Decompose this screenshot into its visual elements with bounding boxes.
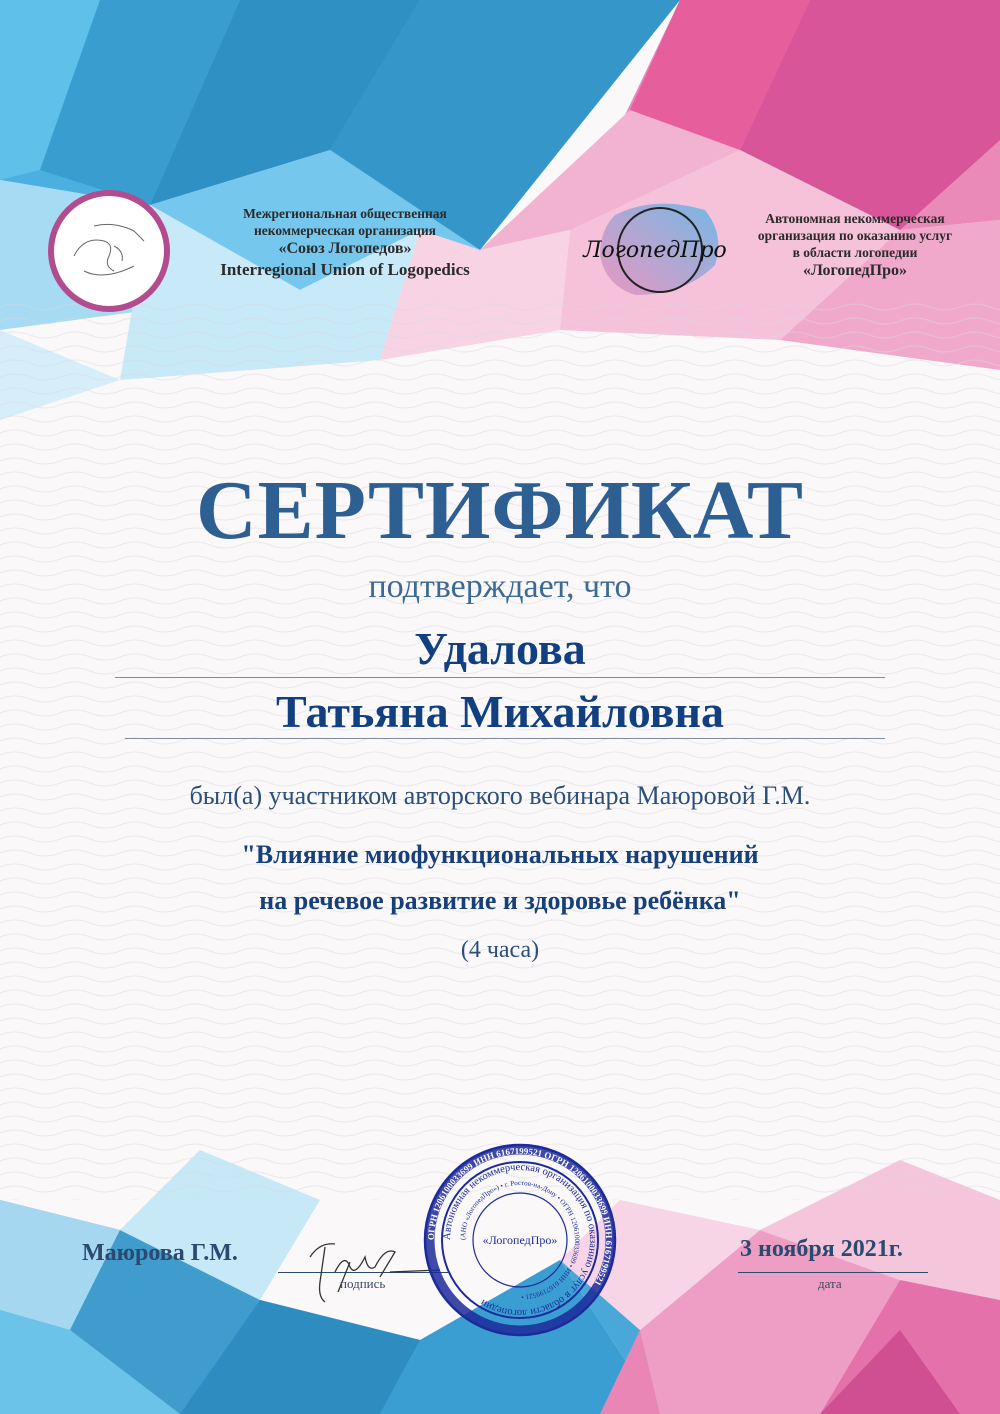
org2-line1: Автономная некоммерческая xyxy=(765,211,945,226)
certificate-title: СЕРТИФИКАТ xyxy=(195,464,805,557)
org1-line1: Межрегиональная общественная xyxy=(243,206,447,221)
date-line xyxy=(738,1272,928,1273)
org1-name: «Союз Логопедов» xyxy=(278,240,412,257)
name-underline-1 xyxy=(115,677,885,678)
logopedpro-logo-text: ЛогопедПро xyxy=(583,238,727,263)
course-hours: (4 часа) xyxy=(460,937,540,963)
wave-texture xyxy=(0,300,1000,1200)
official-stamp xyxy=(423,1143,617,1337)
org1-english-name: Interregional Union of Logopedics xyxy=(220,260,470,279)
stamp-middle-ring: Автономная некоммерческая организация по оказанию услуг в области логопедии xyxy=(441,1161,599,1319)
hands-face-icon xyxy=(54,196,164,306)
org2-line2: организация по оказанию услуг xyxy=(757,228,953,243)
stamp-center-text: «ЛогопедПро» xyxy=(482,1233,558,1247)
date-caption: дата xyxy=(818,1276,842,1291)
signature-caption: подпись xyxy=(340,1276,386,1291)
logopedpro-logo xyxy=(565,195,745,305)
recipient-surname: Удалова xyxy=(414,623,586,674)
stamp-inner-ring: (АНО «ЛогопедПро») • г. Ростов-на-Дону • ОГРН 1206100033699 • ИНН 6167199521 • xyxy=(458,1178,582,1301)
recipient-given-names: Татьяна Михайловна xyxy=(276,686,724,737)
union-of-logopedics-logo xyxy=(48,190,170,312)
org1-line2: некоммерческая организация xyxy=(254,223,436,238)
course-title-line1: "Влияние миофункциональных нарушений xyxy=(241,840,759,869)
participation-text: был(а) участником авторского вебинара Маюровой Г.М. xyxy=(189,781,811,810)
org1-info xyxy=(170,205,520,280)
name-underline-2 xyxy=(125,738,885,739)
course-title-line2: на речевое развитие и здоровье ребёнка" xyxy=(259,886,741,915)
handwritten-signature-icon xyxy=(290,1222,440,1312)
confirms-text: подтверждает, что xyxy=(368,568,632,605)
org2-info xyxy=(735,210,975,281)
stamp-outer-ring: ОГРН 1206100033699 ИНН 6167199521 ОГРН 1206100033699 ИНН 6167199521 xyxy=(425,1145,615,1288)
issue-date: 3 ноября 2021г. xyxy=(740,1236,903,1262)
org2-name: «ЛогопедПро» xyxy=(803,262,907,279)
org2-line3: в области логопедии xyxy=(792,245,918,260)
signer-name: Маюрова Г.М. xyxy=(82,1240,238,1266)
